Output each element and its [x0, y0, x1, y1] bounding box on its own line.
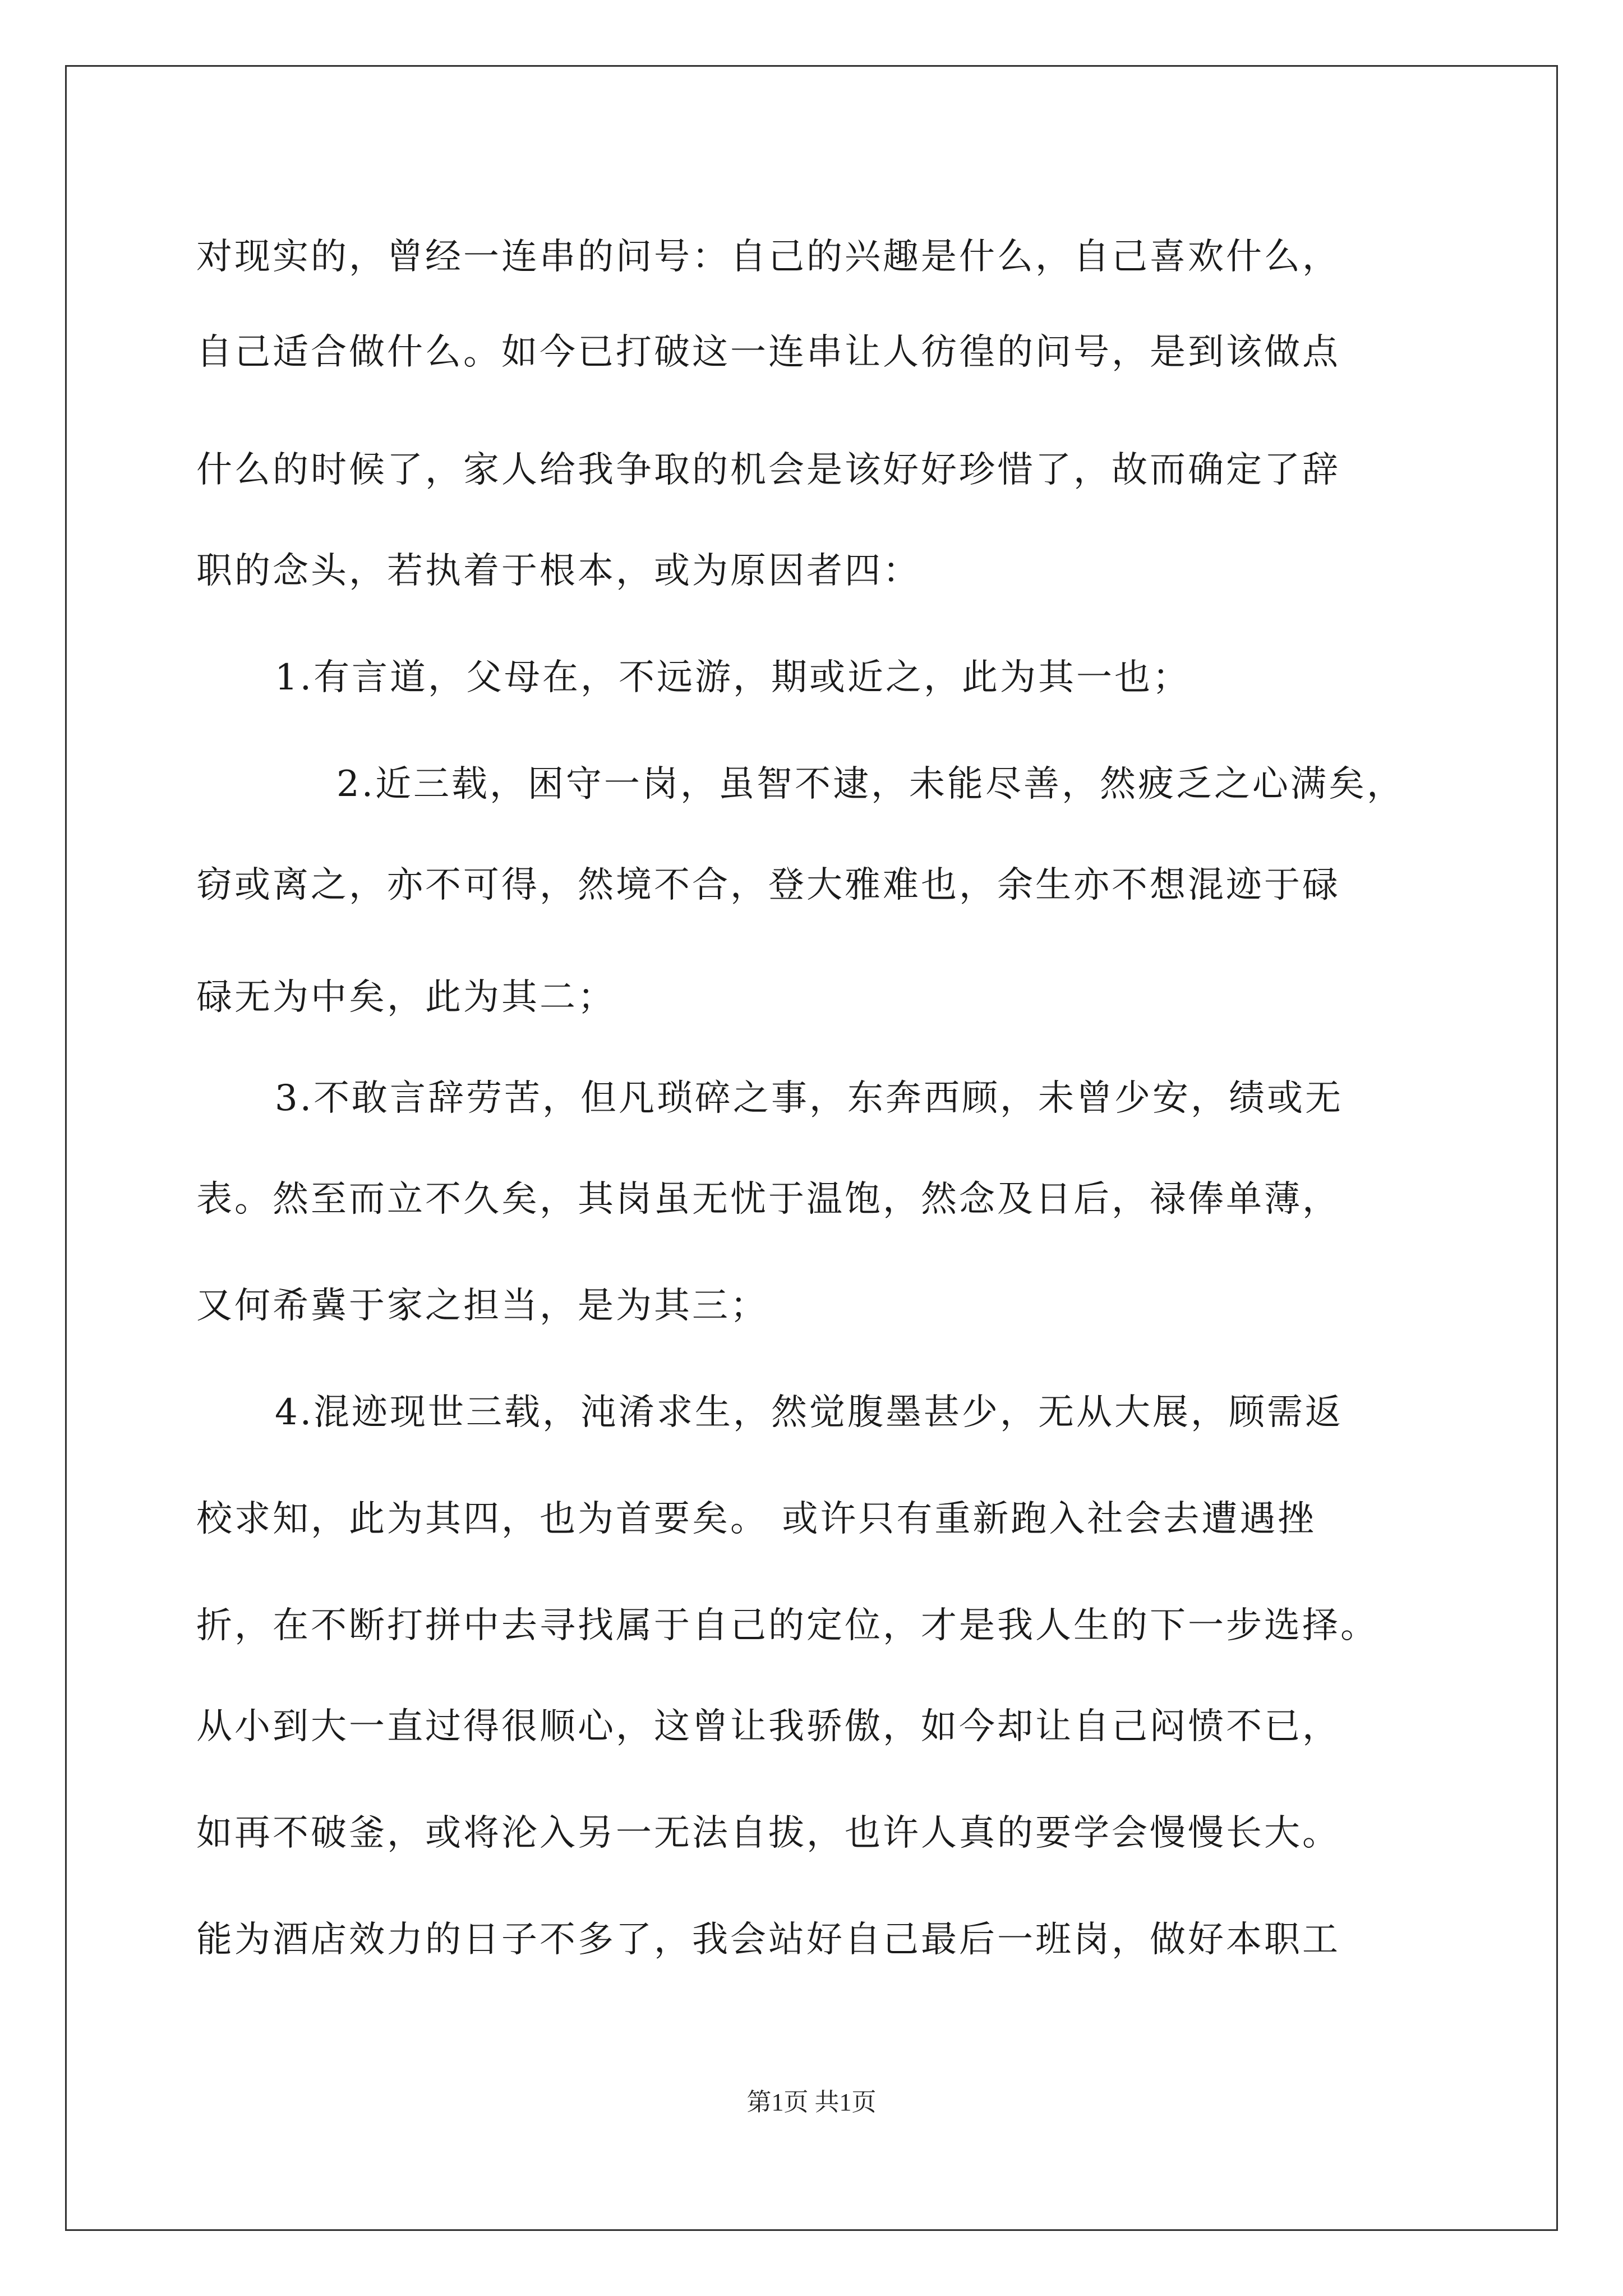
text-line-2: 自己适合做什么。如今已打破这一连串让人彷徨的问号，是到该做点	[196, 332, 1340, 373]
text-line-8: 碌无为中矣，此为其二；	[196, 977, 616, 1018]
text-line-6: 2.近三载，困守一岗，虽智不逮，未能尽善，然疲乏之心满矣，	[336, 763, 1405, 805]
page-footer: 第1页 共1页	[746, 2088, 877, 2116]
text-line-1: 对现实的，曾经一连串的问号：自己的兴趣是什么，自己喜欢什么，	[196, 236, 1340, 278]
text-line-9: 3.不敢言辞劳苦，但凡琐碎之事，东奔西顾，未曾少安，绩或无	[275, 1078, 1344, 1119]
text-line-7: 窃或离之，亦不可得，然境不合，登大雅难也，余生亦不想混迹于碌	[196, 864, 1340, 906]
page-frame	[65, 65, 1558, 2231]
text-line-11: 又何希冀于家之担当，是为其三；	[196, 1285, 768, 1327]
text-line-15: 从小到大一直过得很顺心，这曾让我骄傲，如今却让自己闷愤不已，	[196, 1706, 1340, 1747]
text-line-5: 1.有言道，父母在，不远游，期或近之，此为其一也；	[275, 657, 1191, 698]
text-line-12: 4.混迹现世三载，沌淆求生，然觉腹墨甚少，无从大展，顾需返	[275, 1392, 1344, 1433]
text-line-13: 校求知，此为其四，也为首要矣。 或许只有重新跑入社会去遭遇挫	[196, 1498, 1316, 1540]
text-line-14: 折，在不断打拼中去寻找属于自己的定位，才是我人生的下一步选择。	[196, 1605, 1378, 1646]
text-line-10: 表。然至而立不久矣，其岗虽无忧于温饱，然念及日后，禄俸单薄，	[196, 1179, 1340, 1220]
text-line-17: 能为酒店效力的日子不多了，我会站好自己最后一班岗，做好本职工	[196, 1919, 1340, 1961]
text-line-16: 如再不破釜，或将沦入另一无法自拔，也许人真的要学会慢慢长大。	[196, 1812, 1340, 1854]
text-line-4: 职的念头，若执着于根本，或为原因者四：	[196, 550, 921, 592]
text-line-3: 什么的时候了，家人给我争取的机会是该好好珍惜了，故而确定了辞	[196, 449, 1340, 491]
